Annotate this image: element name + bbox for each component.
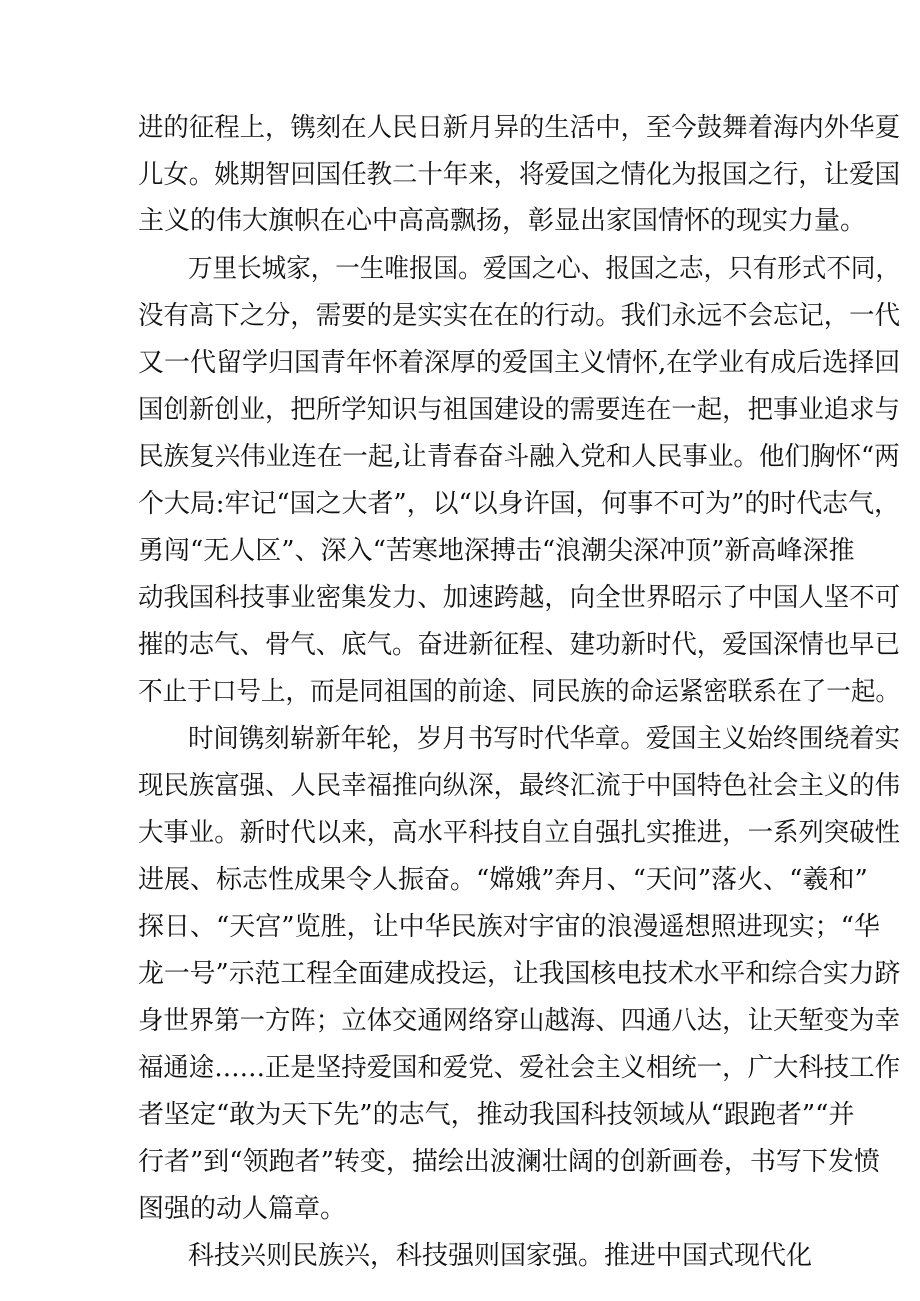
text-line-10: 勇闯“无人区”、深入“苦寒地深搏击“浪潮尖深冲顶”新高峰深推 xyxy=(138,536,855,566)
text-line-25: 科技兴则民族兴，科技强则国家强。推进中国式现代化 xyxy=(188,1241,813,1271)
text-line-2: 儿女。姚期智回国任教二十年来，将爱国之情化为报国之行，让爱国 xyxy=(138,160,900,190)
text-line-11: 动我国科技事业密集发力、加速跨越，向全世界昭示了中国人坚不可 xyxy=(138,583,900,613)
text-line-1: 进的征程上，镌刻在人民日新月异的生活中，至今鼓舞着海内外华夏 xyxy=(138,113,900,143)
text-line-9: 个大局:牢记“国之大者”，以“以身许国，何事不可为”的时代志气， xyxy=(138,489,900,519)
text-line-17: 进展、标志性成果令人振奋。“嫦娥”奔月、“天问”落火、“羲和” xyxy=(138,865,868,895)
text-line-7: 国创新创业，把所学知识与祖国建设的需要连在一起，把事业追求与 xyxy=(138,395,900,425)
text-line-21: 福通途……正是坚持爱国和爱党、爱社会主义相统一，广大科技工作 xyxy=(138,1053,900,1083)
text-line-12: 摧的志气、骨气、底气。奋进新征程、建功新时代，爱国深情也早已 xyxy=(138,630,900,660)
text-line-20: 身世界第一方阵；立体交通网络穿山越海、四通八达，让天堑变为幸 xyxy=(138,1006,900,1036)
text-line-14: 时间镌刻崭新年轮，岁月书写时代华章。爱国主义始终围绕着实 xyxy=(188,724,900,754)
text-line-19: 龙一号”示范工程全面建成投运，让我国核电技术水平和综合实力跻 xyxy=(138,959,901,989)
text-line-22: 者坚定“敢为天下先”的志气，推动我国科技领域从“跟跑者”“并 xyxy=(138,1100,855,1130)
text-line-5: 没有高下之分，需要的是实实在在的行动。我们永远不会忘记，一代 xyxy=(138,301,900,331)
text-line-24: 图强的动人篇章。 xyxy=(138,1194,347,1224)
text-line-3: 主义的伟大旗帜在心中高高飘扬，彰显出家国情怀的现实力量。 xyxy=(138,206,867,236)
text-line-23: 行者”到“领跑者”转变，描绘出波澜壮阔的创新画卷，书写下发愤 xyxy=(138,1147,880,1177)
text-line-16: 大事业。新时代以来，高水平科技自立自强扎实推进，一系列突破性 xyxy=(138,818,900,848)
text-line-18: 探日、“天宫”览胜，让中华民族对宇宙的浪漫遥想照进现实；“华 xyxy=(138,912,880,942)
text-line-15: 现民族富强、人民幸福推向纵深，最终汇流于中国特色社会主义的伟 xyxy=(138,771,900,801)
text-line-4: 万里长城家，一生唯报国。爱国之心、报国之志，只有形式不同， xyxy=(188,254,901,284)
text-line-6: 又一代留学归国青年怀着深厚的爱国主义情怀,在学业有成后选择回 xyxy=(138,348,901,378)
text-line-13: 不止于口号上，而是同祖国的前途、同民族的命运紧密联系在了一起。 xyxy=(138,677,901,707)
text-line-8: 民族复兴伟业连在一起,让青春奋斗融入党和人民事业。他们胸怀“两 xyxy=(138,442,900,472)
